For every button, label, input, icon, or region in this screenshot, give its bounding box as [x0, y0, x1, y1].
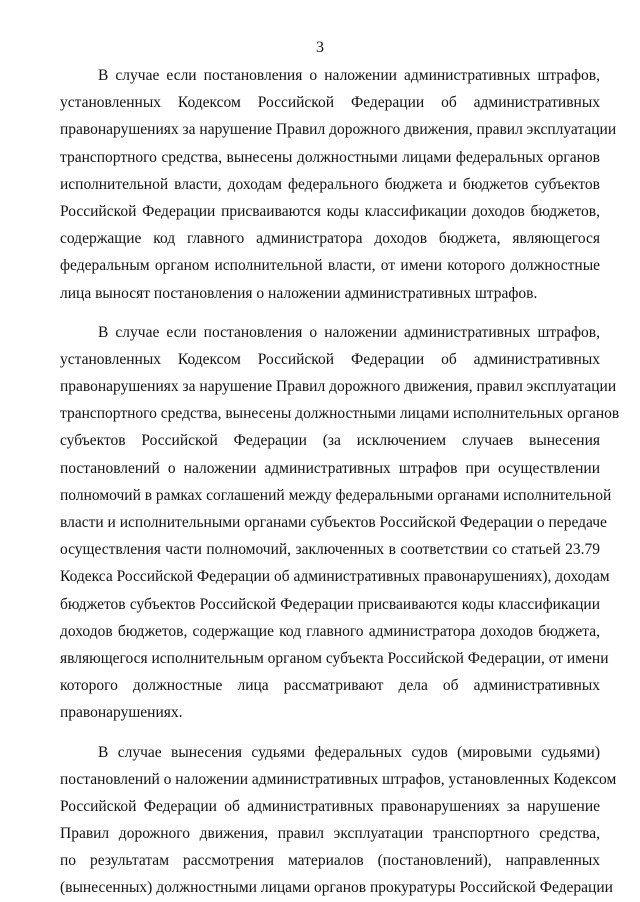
text-line: установленных Кодексом Российской Федерации об административных	[60, 350, 600, 368]
text-line: транспортного средства, вынесены должностными лицами федеральных органов	[60, 148, 600, 166]
text-line: Российской Федерации об административных правонарушениях за нарушение	[60, 797, 600, 815]
text-line: постановлений о наложении административных штрафов при осуществлении	[60, 459, 600, 477]
text-line: осуществления части полномочий, заключенных в соответствии со статьей 23.79	[60, 541, 600, 559]
text-line: (вынесенных) должностными лицами органов прокуратуры Российской Федерации	[60, 879, 613, 897]
text-line: лица выносят постановления о наложении административных штрафов.	[60, 284, 538, 302]
text-line: исполнительной власти, доходам федерального бюджета и бюджетов субъектов	[60, 175, 600, 193]
paragraph-spacer	[60, 307, 600, 319]
text-line: федеральным органом исполнительной власти, от имени которого должностные	[60, 257, 600, 275]
text-line: В случае если постановления о наложении административных штрафов,	[98, 67, 600, 84]
body-text	[60, 62, 620, 902]
paragraph-1	[60, 62, 617, 307]
text-line: субъектов Российской Федерации (за исключением случаев вынесения	[60, 432, 600, 450]
text-line: власти и исполнительными органами субъектов Российской Федерации о передаче	[60, 514, 607, 531]
text-line: являющегося исполнительным органом субъекта Российской Федерации, от имени	[60, 649, 609, 667]
page-number: 3	[316, 39, 324, 56]
text-line: правонарушениях за нарушение Правил дорожного движения, правил эксплуатации	[60, 121, 617, 139]
text-line: Кодекса Российской Федерации об административных правонарушениях), доходам	[60, 568, 610, 586]
paragraph-3	[60, 739, 617, 902]
text-line: доходов бюджетов, содержащие код главного администратора доходов бюджета,	[60, 622, 600, 640]
text-line: правонарушениях.	[60, 704, 183, 722]
text-line: правонарушениях за нарушение Правил дорожного движения, правил эксплуатации	[60, 378, 617, 396]
text-line: установленных Кодексом Российской Федерации об административных	[60, 94, 600, 112]
text-line: полномочий в рамках соглашений между федеральными органами исполнительной	[60, 486, 612, 504]
text-line: постановлений о наложении административных штрафов, установленных Кодексом	[60, 770, 617, 788]
text-line: В случае вынесения судьями федеральных судов (мировыми судьями)	[98, 743, 600, 761]
text-line: В случае если постановления о наложении административных штрафов,	[98, 323, 600, 341]
text-line: содержащие код главного администратора доходов бюджета, являющегося	[60, 230, 600, 248]
text-line: по результатам рассмотрения материалов (постановлений), направленных	[60, 852, 600, 870]
paragraph-2	[60, 319, 620, 727]
text-line: бюджетов субъектов Российской Федерации присваиваются коды классификации	[60, 595, 600, 613]
paragraph-spacer	[60, 727, 600, 739]
text-line: Правил дорожного движения, правил эксплуатации транспортного средства,	[60, 825, 600, 843]
text-line: транспортного средства, вынесены должностными лицами исполнительных органов	[60, 405, 620, 423]
text-line: Российской Федерации присваиваются коды классификации доходов бюджетов,	[60, 202, 600, 220]
text-line: которого должностные лица рассматривают дела об административных	[60, 677, 600, 695]
